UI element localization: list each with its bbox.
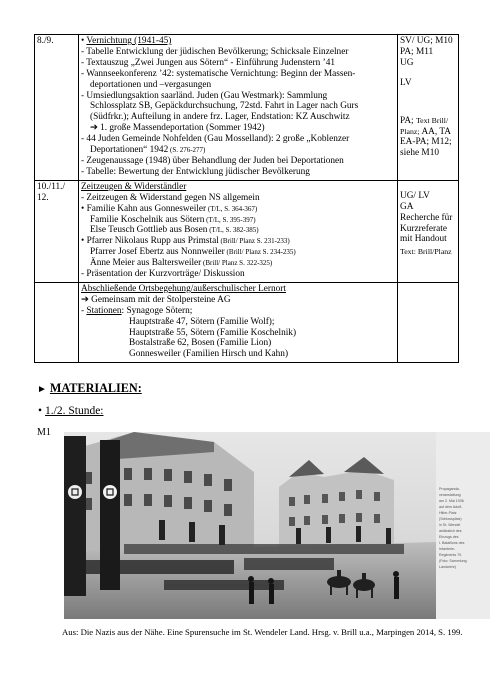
- session-label: [38, 405, 104, 417]
- content-line: Hauptstraße 47, Sötern (Familie Wolf);: [129, 316, 275, 327]
- session-number: 10./11./: [37, 181, 66, 192]
- content-line: Zeitzeugen & Widerständler: [81, 181, 187, 192]
- session-number: 8./9.: [37, 36, 54, 46]
- content-line: • Familie Kahn aus Gonnesweiler (T/L, S. 364-367): [81, 203, 258, 214]
- method-line: Kurzreferate: [400, 223, 447, 234]
- photo-caption-line: Propaganda-: [439, 487, 460, 491]
- content-line: - Umsiedlungsaktion saarländ. Juden (Gau Westmark): Sammlung: [81, 90, 328, 101]
- content-line: Else Teusch Gottlieb aus Bosen (T/L, S. 382-385): [90, 225, 259, 236]
- content-line: - Zeugenaussage (1948) über Behandlung der Juden bei Deportationen: [81, 155, 344, 166]
- photo-caption-line: Regiments 70.: [439, 553, 463, 557]
- content-line: - 44 Juden Gemeinde Nohfelden (Gau Mosselland): 2 große „Koblenzer: [81, 134, 350, 145]
- photo-caption-line: I. Bataillons des: [439, 541, 465, 545]
- plan-row: [35, 35, 459, 181]
- session-label-text: 1./2. Stunde:: [45, 405, 104, 417]
- material-label-m1: M1: [37, 427, 51, 438]
- method-cell: [398, 180, 459, 282]
- method-line: Planz; AA, TA: [400, 126, 452, 137]
- content-line: Bostalstraße 62, Bosen (Familie Lion): [129, 338, 272, 349]
- method-line: UG: [400, 57, 414, 68]
- content-line: Pfarrer Josef Ebertz aus Nonnweiler (Brill/ Planz S. 234-235): [90, 247, 296, 258]
- photo-caption-line: (Foto: Sammlung: [439, 559, 467, 563]
- method-line: mit Handout: [400, 234, 447, 245]
- photo-caption-line: veranstaltung: [439, 493, 461, 497]
- method-line: [400, 89, 456, 98]
- content-line: - Zeitzeugen & Widerstand gegen NS allgemein: [81, 192, 260, 203]
- method-line: EA-PA; M12;: [400, 137, 452, 148]
- plan-row: [35, 180, 459, 282]
- content-line: (Südfrkr.); Aufteilung in andere frz. Lager, Endstation: KZ Auschwitz: [90, 112, 350, 123]
- content-line: Schlossplatz SB, Gepäckdurchsuchung, 72std. Fahrt in Lager nach Gurs: [90, 101, 359, 112]
- method-line: [400, 98, 456, 107]
- materials-heading-text: MATERIALIEN:: [49, 381, 142, 395]
- content-line: ➔ 1. große Massendeportation (Sommer 1942): [90, 123, 265, 134]
- photo-caption-line: Einzugs des: [439, 535, 459, 539]
- method-line: GA: [400, 201, 414, 212]
- method-line: siehe M10: [400, 148, 439, 159]
- photo-caption-line: (Schlossplatz): [439, 517, 462, 521]
- session-number: 12.: [37, 192, 49, 203]
- lesson-plan-table: [34, 34, 459, 363]
- session-number-cell: [35, 35, 79, 181]
- method-line: LV: [400, 77, 412, 88]
- method-line: Text: Brill/Planz: [400, 247, 452, 257]
- content-line: - Tabelle Entwicklung der jüdischen Bevölkerung; Schicksale Einzelner: [81, 46, 349, 57]
- method-line: [400, 182, 456, 191]
- photo-caption-line: Landwehr): [439, 565, 456, 569]
- content-cell: [79, 282, 398, 362]
- bullet-icon: •: [38, 405, 43, 417]
- session-number-cell: [35, 180, 79, 282]
- content-line: ➔ Gemeinsam mit der Stolpersteine AG: [81, 294, 231, 305]
- method-cell: [398, 282, 459, 362]
- session-number-cell: [35, 282, 79, 362]
- content-line: - Textauszug „Zwei Jungen aus Sötern“ - Einführung Judenstern ’41: [81, 57, 336, 68]
- content-cell: [79, 35, 398, 181]
- materials-heading: [37, 381, 142, 396]
- content-line: • Vernichtung (1941-45): [81, 36, 172, 46]
- method-line: [400, 69, 456, 78]
- content-line: - Wannseekonferenz ’42: systematische Vernichtung: Beginn der Massen-: [81, 68, 356, 79]
- content-line: Gonnesweiler (Familien Hirsch und Kahn): [129, 349, 289, 360]
- content-line: Familie Koschelnik aus Sötern (T/L, S. 395-397): [90, 214, 256, 225]
- source-citation: Aus: Die Nazis aus der Nähe. Eine Spurensuche im St. Wendeler Land. Hrsg. v. Brill u.a., Marpingen 2014, S. 199.: [62, 627, 463, 637]
- photo-caption-line: in St. Wendel: [439, 523, 461, 527]
- content-line: - Tabelle: Bewertung der Entwicklung jüdischer Bevölkerung: [81, 166, 310, 177]
- method-cell: [398, 35, 459, 181]
- content-line: Deportationen“ 1942 (S. 276-277): [90, 145, 206, 156]
- method-line: Recherche für: [400, 212, 453, 223]
- content-line: Hauptstraße 55, Sötern (Familie Koschelnik): [129, 327, 297, 338]
- method-line: PA; Text Brill/: [400, 115, 449, 126]
- photo-caption-line: Infanterie-: [439, 547, 456, 551]
- plan-row: [35, 282, 459, 362]
- method-line: [400, 107, 456, 116]
- content-line: deportationen und –vergasungen: [90, 79, 212, 90]
- content-line: • Pfarrer Nikolaus Rupp aus Primstal (Brill/ Planz S. 231-233): [81, 236, 290, 247]
- content-line: - Stationen: Synagoge Sötern;: [81, 305, 193, 316]
- photo-side-caption: [436, 432, 490, 619]
- photo-caption-line: Hitler-Platz: [439, 511, 457, 515]
- historical-photo: [64, 432, 467, 619]
- method-line: UG/ LV: [400, 190, 430, 201]
- content-line: Abschließende Ortsbegehung/außerschulischer Lernort: [81, 283, 286, 294]
- triangle-bullet-icon: ►: [37, 384, 47, 395]
- content-line: Änne Meier aus Baltersweiler (Brill/ Planz S. 322-325): [90, 258, 273, 269]
- photo-illustration: [64, 432, 436, 619]
- photo-caption-line: am 2. Mai 1936: [439, 499, 464, 503]
- content-cell: [79, 180, 398, 282]
- method-line: PA; M11: [400, 46, 434, 57]
- content-line: - Präsentation der Kurzvorträge/ Diskussion: [81, 269, 245, 280]
- photo-caption-line: anlässlich des: [439, 529, 462, 533]
- photo-caption-line: auf dem Adolf-: [439, 505, 463, 509]
- method-line: SV/ UG; M10: [400, 36, 453, 46]
